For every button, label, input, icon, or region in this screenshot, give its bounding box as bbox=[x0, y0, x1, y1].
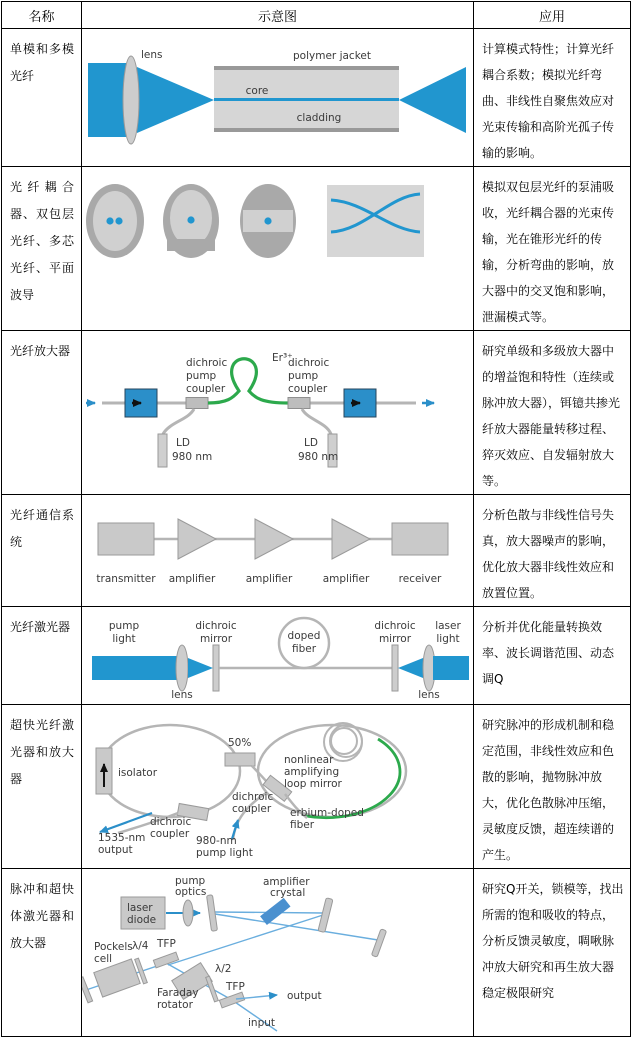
doped-fiber-label: doped bbox=[287, 629, 321, 642]
dichroic-coupler-label: coupler bbox=[232, 802, 272, 815]
output-arrow bbox=[100, 813, 152, 832]
cladding-label: cladding bbox=[296, 111, 342, 124]
faraday-label: Faraday bbox=[157, 986, 199, 999]
pump-fiber bbox=[302, 409, 331, 434]
table-row bbox=[2, 331, 631, 495]
row-name: 光纤通信系统 bbox=[2, 495, 82, 607]
amplifier-icon bbox=[332, 519, 370, 559]
fiber-amplifier-schematic bbox=[82, 346, 473, 479]
row-name: 光纤激光器 bbox=[2, 607, 82, 705]
cavity-mirror-icon bbox=[318, 897, 333, 932]
mirror-label: mirror bbox=[199, 632, 233, 645]
row-application: 研究Q开关，锁模等，找出所需的饱和吸收的特点，分析反馈灵敏度，啁啾脉冲放大研究和再生放大器稳定极限研究 bbox=[474, 869, 631, 1037]
header-schematic: 示意图 bbox=[82, 2, 474, 29]
row-application: 研究脉冲的形成机制和稳定范围，非线性效应和色散的影响，抛物脉冲放大，优化色散脉冲压缩，灵敏度反馈，超连续谱的产生。 bbox=[474, 705, 631, 869]
pump-label: pump light bbox=[196, 846, 253, 859]
tfp-label: TFP bbox=[226, 980, 245, 993]
table-row bbox=[2, 167, 631, 331]
lens-icon bbox=[123, 56, 139, 144]
mirror-label: dichroic bbox=[374, 619, 416, 632]
output-label: output bbox=[287, 989, 322, 1002]
waveplate-label: λ/4 bbox=[132, 939, 149, 952]
table-row bbox=[2, 705, 631, 869]
header-name: 名称 bbox=[2, 2, 82, 29]
table-row bbox=[2, 869, 631, 1037]
cavity-mirror-icon bbox=[207, 894, 218, 930]
receiver-label: receiver bbox=[398, 572, 442, 585]
ld-label: LD bbox=[176, 437, 190, 449]
row-name: 光纤放大器 bbox=[2, 331, 82, 495]
erbium-label: Er³⁺ bbox=[272, 352, 293, 364]
diverging-beam bbox=[399, 67, 466, 133]
header-row bbox=[2, 2, 631, 29]
pump-optics-label: optics bbox=[175, 885, 207, 898]
isolator-icon bbox=[125, 389, 157, 417]
isolator-icon bbox=[96, 748, 112, 794]
isolator-icon bbox=[344, 389, 376, 417]
lens-label: lens bbox=[418, 688, 440, 701]
figure8-laser-schematic bbox=[82, 713, 473, 861]
ld-label: 980 nm bbox=[172, 451, 213, 463]
pockels-label: cell bbox=[94, 952, 113, 965]
pump-fiber bbox=[163, 409, 194, 434]
pump-beam bbox=[92, 656, 177, 680]
lens-label: lens bbox=[141, 48, 163, 61]
polymer-jacket-bottom bbox=[214, 128, 399, 132]
amplifier-crystal-icon bbox=[260, 897, 290, 924]
pump-coupler-icon bbox=[186, 398, 208, 409]
fiber-schematic bbox=[82, 43, 473, 153]
coupler-50-icon bbox=[225, 753, 255, 766]
row-name: 光纤耦合器、双包层光纤、多芯光纤、平面波导 bbox=[2, 167, 82, 331]
schematic-cell bbox=[82, 705, 474, 869]
faraday-label: rotator bbox=[157, 998, 193, 1011]
coupler-50-label: 50% bbox=[228, 736, 252, 749]
row-application: 分析并优化能量转换效率、波长调谐范围、动态调Q bbox=[474, 607, 631, 705]
half-waveplate-icon bbox=[206, 976, 219, 1002]
dichroic-mirror-icon bbox=[213, 645, 219, 691]
coupler-label: dichroic bbox=[288, 357, 330, 369]
core-label: core bbox=[245, 84, 269, 97]
schematic-cell bbox=[82, 331, 474, 495]
amplifier-icon bbox=[178, 519, 216, 559]
dichroic-coupler-label: dichroic bbox=[232, 790, 274, 803]
lens-icon bbox=[176, 645, 188, 691]
converging-beam bbox=[137, 67, 214, 133]
transmitter-label: transmitter bbox=[96, 572, 156, 585]
double-clad-fiber-icon bbox=[163, 184, 219, 258]
coupler-label: coupler bbox=[186, 383, 226, 395]
dichroic-mirror-icon bbox=[392, 645, 398, 691]
fiber-cross-sections bbox=[82, 179, 473, 318]
mirror-label: mirror bbox=[378, 632, 412, 645]
nalm-label: loop mirror bbox=[284, 777, 342, 790]
transmitter-icon bbox=[98, 523, 154, 555]
row-application: 研究单级和多级放大器中的增益饱和特性（连续或脉冲放大器），铒镱共掺光纤放大器能量转移过程、猝灭效应、自发辐射放大等。 bbox=[474, 331, 631, 495]
pump-optics-icon bbox=[183, 900, 193, 926]
end-mirror-icon bbox=[82, 976, 93, 1002]
doped-fiber-label: fiber bbox=[291, 642, 317, 655]
table-row bbox=[2, 29, 631, 167]
amplifier-label: amplifier bbox=[245, 572, 293, 585]
bulk-laser-schematic bbox=[82, 873, 473, 1033]
table-row bbox=[2, 607, 631, 705]
coupler-label: dichroic bbox=[186, 357, 228, 369]
coupler-label: pump bbox=[288, 370, 319, 382]
schematic-cell bbox=[82, 495, 474, 607]
converging-beam bbox=[188, 658, 213, 678]
coupler-label: pump bbox=[186, 370, 217, 382]
table-row bbox=[2, 495, 631, 607]
amplifier-icon bbox=[255, 519, 293, 559]
input-label: input bbox=[248, 1016, 276, 1029]
receiver-icon bbox=[392, 523, 448, 555]
planar-waveguide-icon bbox=[240, 184, 296, 258]
pump-label: 980-nm bbox=[196, 834, 237, 847]
isolator-label: isolator bbox=[118, 766, 158, 779]
laser-diode-label: laser bbox=[127, 901, 153, 914]
dichroic-coupler-label: dichroic bbox=[150, 815, 192, 828]
schematic-cell bbox=[82, 29, 474, 167]
crystal-label: amplifier bbox=[263, 875, 310, 888]
laser-diode-icon bbox=[158, 434, 167, 467]
laser-light-label: laser bbox=[435, 619, 461, 632]
ld-label: LD bbox=[304, 437, 318, 449]
fiber-core bbox=[214, 98, 399, 101]
pump-coupler-icon bbox=[288, 398, 310, 409]
crystal-label: crystal bbox=[270, 886, 306, 899]
tfp-icon bbox=[153, 952, 178, 968]
comm-system-schematic bbox=[82, 507, 473, 595]
waveplate-label: λ/2 bbox=[215, 962, 232, 975]
row-application: 计算模式特性；计算光纤耦合系数；模拟光纤弯曲、非线性自聚焦效应对光束传输和高阶光孤子传输的影响。 bbox=[474, 29, 631, 167]
amplifier-label: amplifier bbox=[322, 572, 370, 585]
output-label: 1535-nm bbox=[98, 831, 146, 844]
row-application: 模拟双包层光纤的泵浦吸收，光纤耦合器的光束传输，光在锥形光纤的传输，分析弯曲的影响，放大器中的交叉饱和影响，泄漏模式等。 bbox=[474, 167, 631, 331]
amplifier-label: amplifier bbox=[168, 572, 216, 585]
pump-light-label: pump bbox=[108, 619, 140, 632]
multicore-fiber-icon bbox=[86, 184, 144, 258]
erbium-fiber-label: fiber bbox=[290, 818, 315, 831]
lens-label: lens bbox=[171, 688, 193, 701]
dichroic-coupler-label: coupler bbox=[150, 827, 190, 840]
polymer-jacket-top bbox=[214, 66, 399, 70]
mirror-label: dichroic bbox=[195, 619, 237, 632]
row-name: 单模和多模光纤 bbox=[2, 29, 82, 167]
header-application: 应用 bbox=[474, 2, 631, 29]
fiber-coupler-icon bbox=[327, 185, 424, 257]
ld-label: 980 nm bbox=[298, 451, 339, 463]
schematic-cell bbox=[82, 869, 474, 1037]
laser-beam bbox=[433, 656, 469, 680]
laser-diode-label: diode bbox=[127, 913, 157, 926]
output-label: output bbox=[98, 843, 133, 856]
cavity-mirror-icon bbox=[371, 928, 386, 956]
coupler-label: coupler bbox=[288, 383, 328, 395]
schematic-cell bbox=[82, 167, 474, 331]
schematic-cell bbox=[82, 607, 474, 705]
row-application: 分析色散与非线性信号失真，放大器噪声的影响，优化放大器非线性效应和放置位置。 bbox=[474, 495, 631, 607]
jacket-label: polymer jacket bbox=[293, 49, 371, 62]
pump-light-label: light bbox=[112, 632, 136, 645]
row-name: 脉冲和超快体激光器和放大器 bbox=[2, 869, 82, 1037]
fiber-optics-table bbox=[1, 1, 631, 1037]
nalm-label: nonlinear bbox=[284, 753, 334, 766]
diverging-beam bbox=[398, 658, 423, 678]
tfp-label: TFP bbox=[157, 937, 176, 950]
row-name: 超快光纤激光器和放大器 bbox=[2, 705, 82, 869]
fiber-laser-schematic bbox=[82, 611, 473, 701]
laser-light-label: light bbox=[436, 632, 460, 645]
input-beam bbox=[88, 63, 126, 137]
nalm-label: amplifying bbox=[284, 765, 340, 778]
erbium-fiber-label: erbium-doped bbox=[290, 806, 364, 819]
pockels-label: Pockels bbox=[94, 940, 133, 953]
pump-optics-label: pump bbox=[175, 874, 206, 887]
